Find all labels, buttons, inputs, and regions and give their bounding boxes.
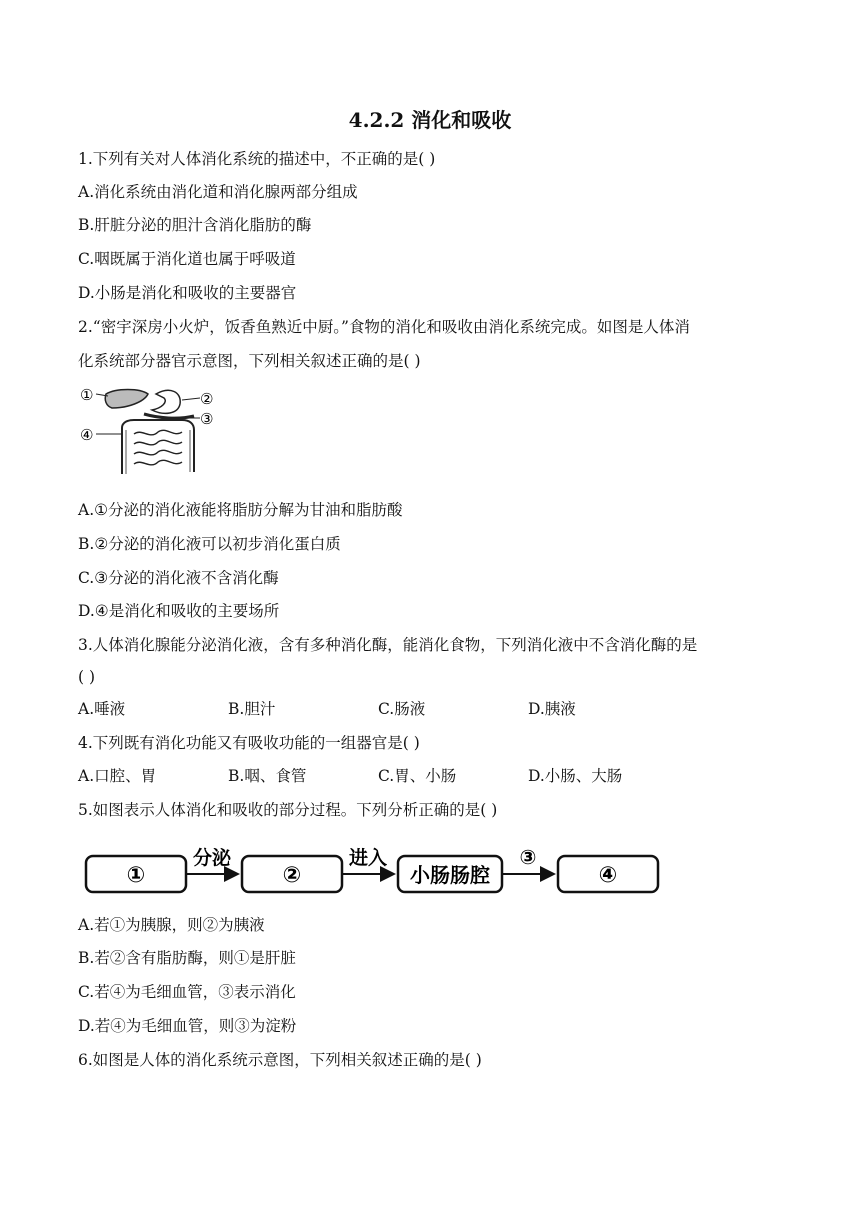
question-2-stem-line-2: 化系统部分器官示意图，下列相关叙述正确的是( ) xyxy=(78,352,421,370)
question-1-option-c: C.咽既属于消化道也属于呼吸道 xyxy=(78,250,296,268)
flow-box-3-label: 小肠肠腔 xyxy=(410,863,490,887)
question-1-option-a: A.消化系统由消化道和消化腺两部分组成 xyxy=(78,183,358,201)
figure-label-3: ③ xyxy=(200,410,214,428)
question-2-option-c: C.③分泌的消化液不含消化酶 xyxy=(78,569,279,587)
figure-label-1: ① xyxy=(80,386,94,404)
large-intestine-shape xyxy=(122,420,194,474)
question-3-option-b: B.胆汁 xyxy=(228,700,276,718)
liver-shape xyxy=(105,390,148,409)
question-3-option-d: D.胰液 xyxy=(528,700,576,718)
question-4-option-c: C.胃、小肠 xyxy=(378,767,457,785)
question-1-option-d: D.小肠是消化和吸收的主要器官 xyxy=(78,284,297,302)
flow-arrow-1-label: 分泌 xyxy=(192,847,232,869)
question-2-option-d: D.④是消化和吸收的主要场所 xyxy=(78,602,280,620)
question-5-option-d: D.若④为毛细血管，则③为淀粉 xyxy=(78,1017,297,1035)
pancreas-shape xyxy=(144,414,194,418)
flow-box-4-label: ④ xyxy=(598,863,618,888)
question-4-option-b: B.咽、食管 xyxy=(228,767,307,785)
figure-label-4: ④ xyxy=(80,426,94,444)
digestion-flow-diagram xyxy=(80,838,670,900)
question-2-option-b: B.②分泌的消化液可以初步消化蛋白质 xyxy=(78,535,341,553)
question-3-option-c: C.肠液 xyxy=(378,700,426,718)
question-4-stem: 4.下列既有消化功能又有吸收功能的一组器官是( ) xyxy=(78,734,420,752)
digestive-organs-figure xyxy=(78,382,223,482)
flow-box-1-label: ① xyxy=(126,863,146,888)
page-title: 4.2.2 消化和吸收 xyxy=(348,108,512,132)
flow-arrow-3-label: ③ xyxy=(519,845,537,869)
question-6-stem: 6.如图是人体的消化系统示意图，下列相关叙述正确的是( ) xyxy=(78,1051,482,1069)
question-1-stem: 1.下列有关对人体消化系统的描述中，不正确的是( ) xyxy=(78,150,436,168)
question-3-option-a: A.唾液 xyxy=(78,700,126,718)
question-2-option-a: A.①分泌的消化液能将脂肪分解为甘油和脂肪酸 xyxy=(78,501,403,519)
question-4-option-a: A.口腔、胃 xyxy=(78,767,157,785)
question-1-option-b: B.肝脏分泌的胆汁含消化脂肪的酶 xyxy=(78,216,312,234)
question-5-option-c: C.若④为毛细血管，③表示消化 xyxy=(78,983,296,1001)
question-2-stem-line-1: 2.“密宇深房小火炉，饭香鱼熟近中厨。”食物的消化和吸收由消化系统完成。如图是人体消 xyxy=(78,318,690,336)
question-3-stem-line-1: 3.人体消化腺能分泌消化液，含有多种消化酶，能消化食物，下列消化液中不含消化酶的是 xyxy=(78,636,698,654)
stomach-shape xyxy=(152,390,180,413)
question-5-option-b: B.若②含有脂肪酶，则①是肝脏 xyxy=(78,949,296,967)
question-5-stem: 5.如图表示人体消化和吸收的部分过程。下列分析正确的是( ) xyxy=(78,801,498,819)
figure-label-2: ② xyxy=(200,390,214,408)
flow-arrow-2-label: 进入 xyxy=(348,847,388,869)
small-intestine-shape xyxy=(134,430,182,465)
flow-box-2-label: ② xyxy=(282,863,302,888)
question-4-option-d: D.小肠、大肠 xyxy=(528,767,623,785)
question-5-option-a: A.若①为胰腺，则②为胰液 xyxy=(78,916,265,934)
question-3-stem-line-2: ( ) xyxy=(78,668,96,686)
